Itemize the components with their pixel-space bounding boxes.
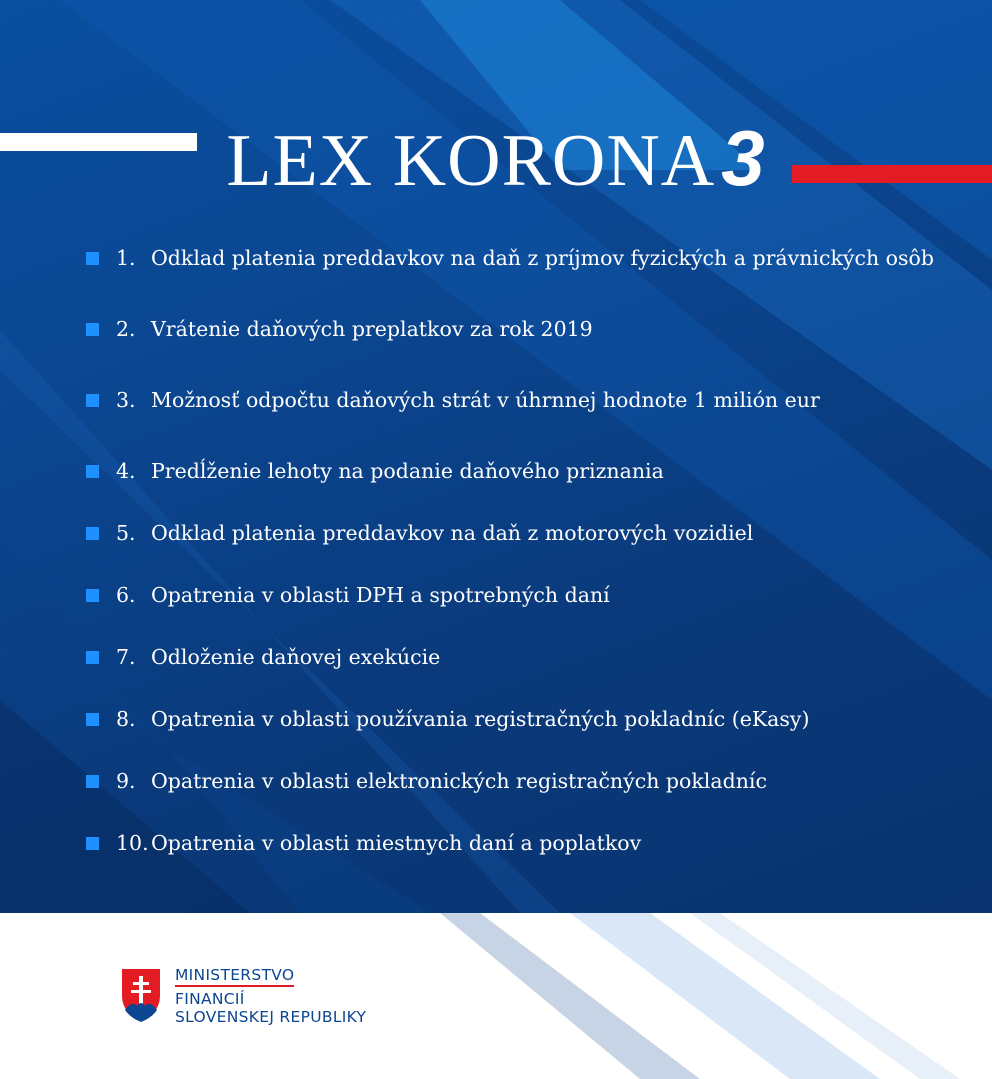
item-text: Opatrenia v oblasti DPH a spotrebných daní (151, 583, 610, 607)
page-title (0, 108, 992, 211)
bullet-square-icon (86, 589, 99, 602)
bullet-square-icon (86, 394, 99, 407)
bullet-square-icon (86, 465, 99, 478)
bullet-square-icon (86, 775, 99, 788)
item-number: 8. (116, 707, 136, 731)
bullet-square-icon (86, 323, 99, 336)
item-text: Odklad platenia preddavkov na daň z príjmov fyzických a právnických osôb (151, 246, 934, 270)
item-text: Predĺženie lehoty na podanie daňového priznania (151, 459, 664, 483)
item-number: 7. (116, 645, 136, 669)
item-number: 2. (116, 317, 136, 341)
slovak-coat-of-arms-icon (119, 966, 163, 1024)
item-text: Opatrenia v oblasti miestnych daní a poplatkov (151, 831, 642, 855)
logo-line-financii: FINANCIÍ (175, 990, 245, 1008)
list-item (86, 827, 641, 859)
bullet-square-icon (86, 837, 99, 850)
title-number: 3 (721, 114, 766, 202)
bullet-square-icon (86, 651, 99, 664)
logo-line-slovenskej-republiky: SLOVENSKEJ REPUBLIKY (175, 1008, 367, 1026)
item-text: Opatrenia v oblasti používania registračných pokladníc (eKasy) (151, 707, 810, 731)
logo-line-ministerstvo: MINISTERSTVO (175, 966, 294, 987)
list-item (86, 517, 753, 549)
item-text: Odloženie daňovej exekúcie (151, 645, 441, 669)
item-number: 6. (116, 583, 136, 607)
item-number: 4. (116, 459, 136, 483)
item-number: 1. (116, 246, 136, 270)
item-number: 5. (116, 521, 136, 545)
bullet-square-icon (86, 713, 99, 726)
list-item (86, 313, 593, 345)
item-number: 9. (116, 769, 136, 793)
list-item (86, 641, 440, 673)
item-number: 3. (116, 388, 136, 412)
item-number: 10. (116, 831, 149, 855)
list-item (86, 455, 664, 487)
list-item (86, 384, 820, 416)
list-item (86, 579, 610, 611)
bullet-square-icon (86, 527, 99, 540)
item-text: Odklad platenia preddavkov na daň z motorových vozidiel (151, 521, 754, 545)
item-text: Možnosť odpočtu daňových strát v úhrnnej hodnote 1 milión eur (151, 388, 820, 412)
item-text: Opatrenia v oblasti elektronických registračných pokladníc (151, 769, 767, 793)
list-item (86, 242, 934, 274)
title-text: LEX KORONA (226, 120, 716, 202)
list-item (86, 703, 809, 735)
logo-text (175, 966, 366, 1026)
list-item (86, 765, 767, 797)
item-text: Vrátenie daňových preplatkov za rok 2019 (151, 317, 593, 341)
ministry-logo (119, 966, 366, 1026)
bullet-square-icon (86, 252, 99, 265)
